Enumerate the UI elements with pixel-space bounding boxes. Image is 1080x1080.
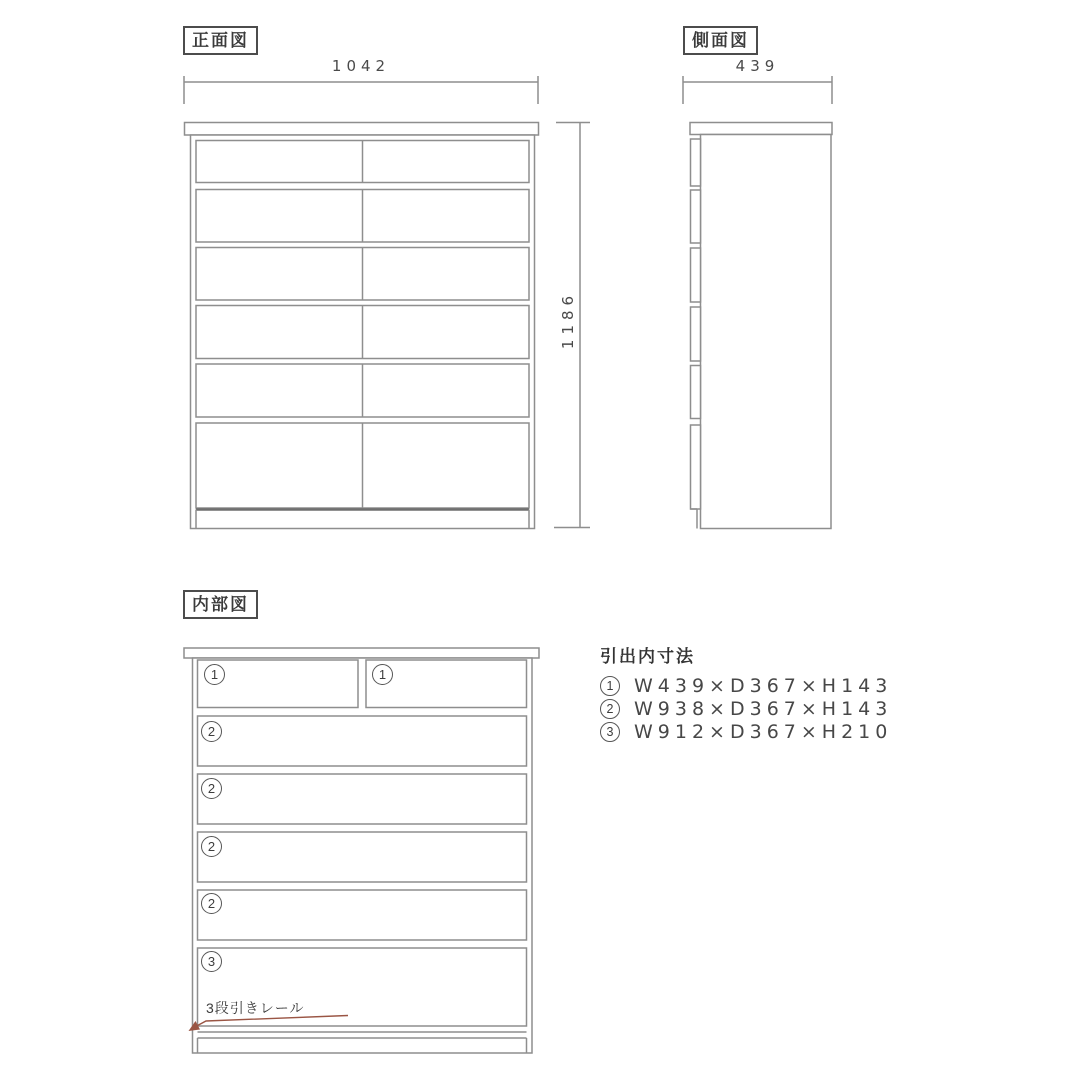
internal-drawer-row bbox=[198, 890, 527, 940]
drawer-label-circled-1: 1 bbox=[372, 664, 393, 685]
dimension-list bbox=[600, 642, 892, 743]
front-view-drawing bbox=[184, 76, 590, 529]
side-drawer-front bbox=[691, 248, 701, 302]
front-height-dim-value: 1186 bbox=[559, 290, 577, 350]
front-top-board bbox=[185, 123, 539, 136]
side-width-dimension-line bbox=[683, 76, 832, 104]
front-width-dim-value: 1042 bbox=[331, 57, 391, 75]
internal-top-board bbox=[184, 648, 539, 658]
drawer-label-circled-2: 2 bbox=[201, 836, 222, 857]
internal-drawer-row bbox=[198, 774, 527, 824]
side-drawer-front bbox=[691, 425, 701, 509]
side-drawer-front bbox=[691, 190, 701, 243]
dimension-list-item bbox=[600, 674, 892, 697]
drawer-label-circled-3: 3 bbox=[201, 951, 222, 972]
side-view-drawing bbox=[683, 76, 832, 529]
dimension-value: W912×D367×H210 bbox=[634, 720, 893, 743]
circled-number: 2 bbox=[600, 699, 620, 719]
drawer-label-circled-2: 2 bbox=[201, 721, 222, 742]
dimension-value: W938×D367×H143 bbox=[634, 697, 893, 720]
circled-number: 3 bbox=[600, 722, 620, 742]
internal-view-label: 内部図 bbox=[183, 590, 258, 619]
drawer-label-circled-2: 2 bbox=[201, 778, 222, 799]
dimension-list-title: 引出内寸法 bbox=[600, 647, 695, 666]
internal-drawer-row bbox=[198, 832, 527, 882]
side-view-label: 側面図 bbox=[683, 26, 758, 55]
side-body bbox=[701, 135, 832, 529]
rail-note: 3段引きレール bbox=[206, 1000, 305, 1016]
front-view-label: 正面図 bbox=[183, 26, 258, 55]
side-drawer-front bbox=[691, 307, 701, 361]
front-width-dimension-line bbox=[184, 76, 538, 104]
circled-number: 1 bbox=[600, 676, 620, 696]
drawer-label-circled-2: 2 bbox=[201, 893, 222, 914]
drawer-label-circled-1: 1 bbox=[204, 664, 225, 685]
dimension-list-item bbox=[600, 720, 892, 743]
side-width-dim-value: 439 bbox=[735, 57, 780, 75]
internal-view-drawing bbox=[184, 648, 539, 1053]
side-top-board bbox=[690, 123, 832, 135]
dimension-value: W439×D367×H143 bbox=[634, 674, 893, 697]
internal-drawer-row bbox=[198, 716, 527, 766]
side-drawer-front bbox=[691, 139, 701, 186]
dimension-list-item bbox=[600, 697, 892, 720]
side-drawer-front bbox=[691, 366, 701, 419]
